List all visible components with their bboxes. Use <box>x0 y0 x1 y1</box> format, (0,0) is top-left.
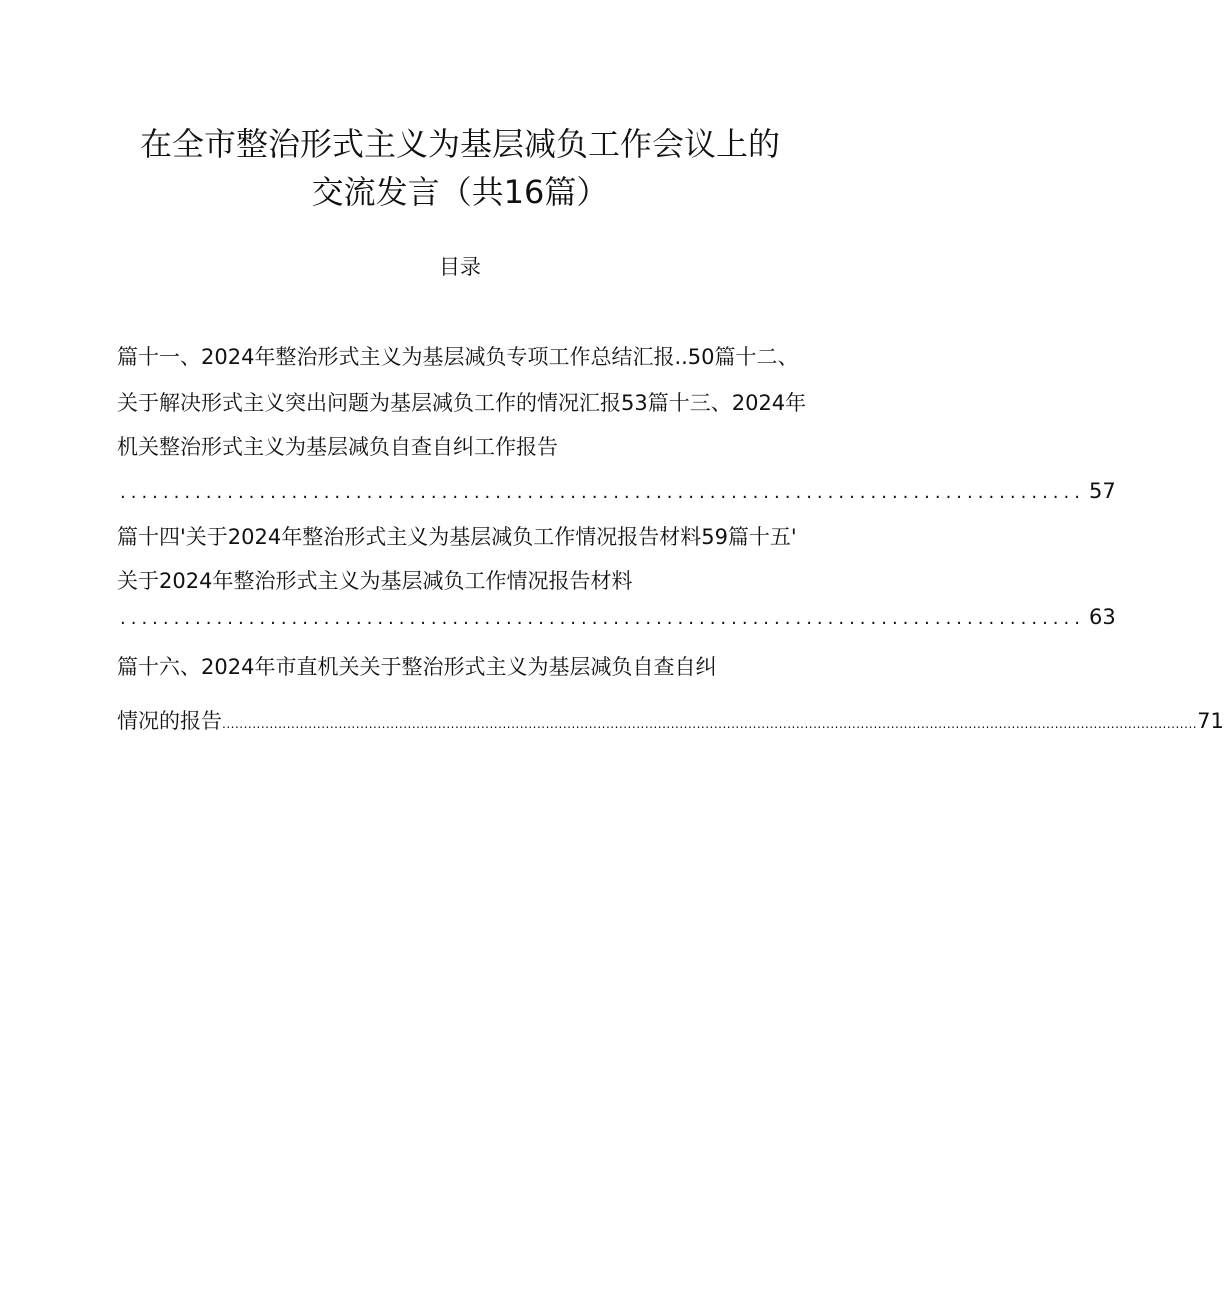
document-title-line-1: 在全市整治形式主义为基层减负工作会议上的 <box>139 125 780 163</box>
toc-leader-row-57 <box>120 477 1116 507</box>
toc-page-number: 57 <box>1088 479 1116 503</box>
toc-line-7-row <box>117 707 1224 738</box>
toc-line-6: 篇十六、2024年市直机关关于整治形式主义为基层减负自查自纠 <box>117 655 717 679</box>
dot-leader: .................................................................................................................................................................................................................................. <box>222 717 1198 731</box>
toc-line-1: 篇十一、2024年整治形式主义为基层减负专项工作总结汇报..50篇十二、 <box>117 345 799 369</box>
dot-leader: .......................................................................................... <box>120 482 1085 503</box>
toc-line-4: 篇十四'关于2024年整治形式主义为基层减负工作情况报告材料59篇十五' <box>117 525 797 549</box>
toc-heading: 目录 <box>439 255 481 279</box>
toc-line-2: 关于解决形式主义突出问题为基层减负工作的情况汇报53篇十三、2024年 <box>117 391 807 415</box>
toc-line-5: 关于2024年整治形式主义为基层减负工作情况报告材料 <box>117 569 633 593</box>
toc-page-number: 71 <box>1197 709 1224 733</box>
toc-line-3: 机关整治形式主义为基层减负自查自纠工作报告 <box>117 435 558 459</box>
toc-page-number: 63 <box>1088 605 1116 629</box>
dot-leader: .......................................................................................... <box>120 608 1085 629</box>
toc-line-7: 情况的报告 <box>117 709 222 733</box>
document-title-line-2: 交流发言（共16篇） <box>311 173 609 211</box>
toc-leader-row-63 <box>120 603 1116 633</box>
